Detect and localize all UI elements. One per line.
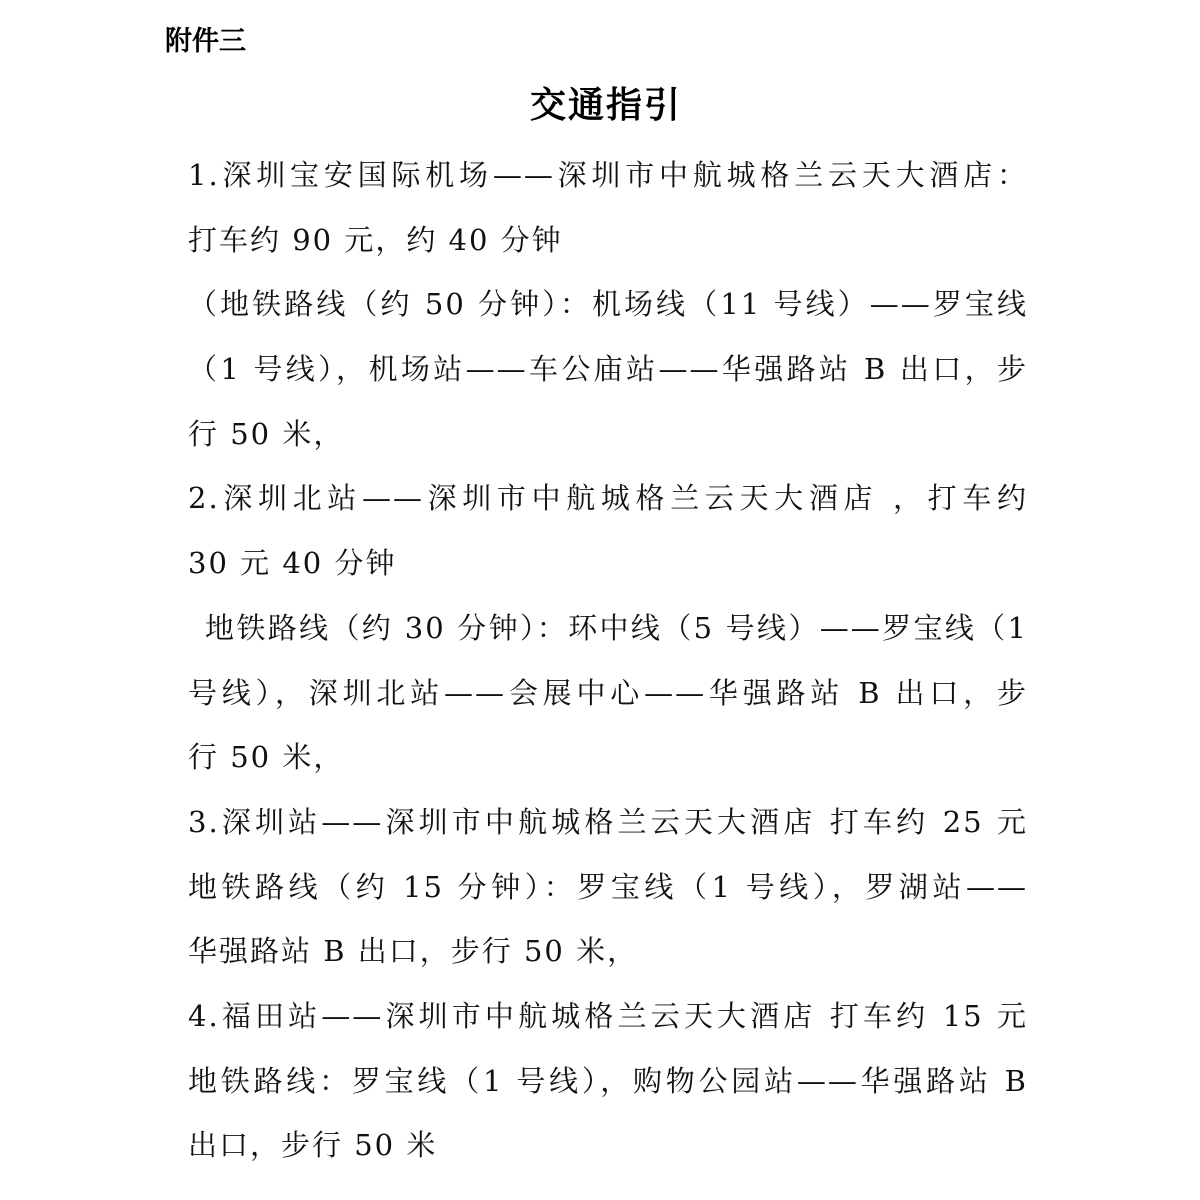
route-line: 3.深圳站——深圳市中航城格兰云天大酒店 打车约 25 元 (188, 804, 1028, 839)
route-line: 地铁路线（约 30 分钟）：环中线（5 号线）——罗宝线（1 (205, 610, 1028, 645)
route-line: 打车约 90 元，约 40 分钟 (188, 222, 563, 257)
route-1 (188, 143, 1028, 466)
route-line: 华强路站 B 出口，步行 50 米， (188, 934, 639, 969)
attachment-label: 附件三 (165, 26, 246, 57)
page-title: 交通指引 (529, 85, 682, 126)
route-line: （1 号线），机场站——车公庙站——华强路站 B 出口，步 (188, 352, 1028, 387)
route-3 (188, 790, 1028, 984)
route-line: （地铁路线（约 50 分钟）：机场线（11 号线）——罗宝线 (188, 287, 1028, 322)
route-line: 出口，步行 50 米 (188, 1128, 438, 1163)
route-line: 1.深圳宝安国际机场——深圳市中航城格兰云天大酒店： (188, 158, 1028, 192)
route-line: 4.福田站——深圳市中航城格兰云天大酒店 打车约 15 元 (188, 998, 1028, 1033)
route-4 (188, 984, 1028, 1178)
route-line: 30 元 40 分钟 (188, 546, 397, 581)
route-line: 地铁路线：罗宝线（1 号线），购物公园站——华强路站 B (188, 1063, 1028, 1098)
document-body (188, 143, 1028, 1178)
route-2 (188, 466, 1028, 789)
route-line: 号线），深圳北站——会展中心——华强路站 B 出口，步 (188, 675, 1028, 710)
route-line: 2.深圳北站——深圳市中航城格兰云天大酒店 ，打车约 (188, 481, 1028, 516)
route-line: 行 50 米， (188, 740, 345, 775)
route-line: 行 50 米， (188, 416, 345, 451)
route-line: 地铁路线（约 15 分钟）：罗宝线（1 号线），罗湖站—— (188, 869, 1028, 904)
